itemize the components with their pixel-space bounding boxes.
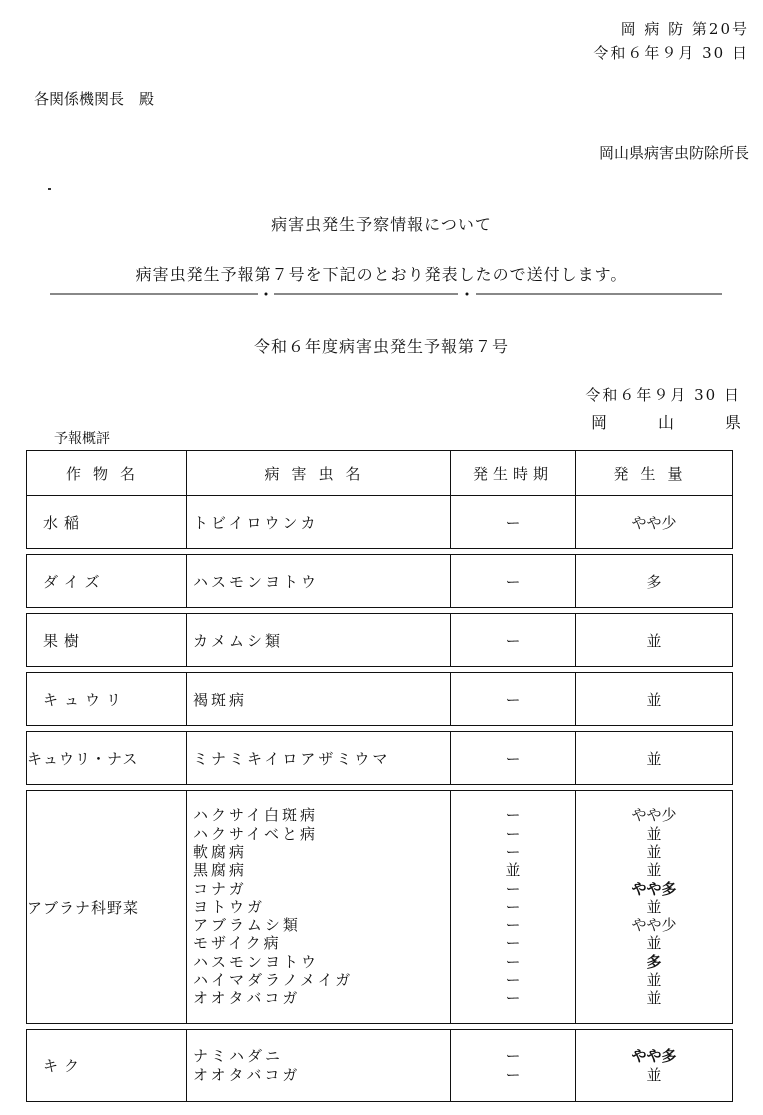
occurrence-amount: 並 bbox=[646, 842, 662, 861]
occurrence-amount: 並 bbox=[646, 861, 662, 880]
occurrence-period: ー bbox=[505, 806, 521, 825]
occurrence-amount: 並 bbox=[646, 934, 662, 953]
document-date: 令和６年９月 30 日 bbox=[593, 44, 749, 62]
occurrence-period: ー bbox=[451, 555, 576, 608]
occurrence-period: ー bbox=[451, 673, 576, 726]
pest-name: ハスモンヨトウ bbox=[187, 555, 451, 608]
table-row bbox=[27, 791, 733, 1024]
occurrence-period: ー bbox=[505, 1047, 521, 1066]
pest-name: カメムシ類 bbox=[187, 614, 451, 667]
pest-name: 軟腐病 bbox=[193, 842, 248, 861]
occurrence-amount: 並 bbox=[646, 989, 662, 1008]
period-list bbox=[451, 791, 576, 1024]
subject-line: 病害虫発生予察情報について bbox=[271, 215, 492, 234]
dashed-divider bbox=[50, 288, 722, 300]
issuer-char: 山 bbox=[657, 413, 674, 432]
crop-name: アブラナ科野菜 bbox=[27, 791, 187, 1024]
table-row bbox=[27, 1030, 733, 1102]
occurrence-amount: やや少 bbox=[631, 806, 677, 825]
pest-name: 褐斑病 bbox=[187, 673, 451, 726]
occurrence-period: ー bbox=[451, 496, 576, 549]
header-pest: 病害虫名 bbox=[187, 451, 451, 496]
occurrence-period: ー bbox=[505, 824, 521, 843]
occurrence-amount: 多 bbox=[646, 952, 662, 971]
header-amount: 発生量 bbox=[576, 451, 733, 496]
amount-list bbox=[576, 791, 733, 1024]
table-row bbox=[27, 614, 733, 667]
report-date: 令和６年９月 30 日 bbox=[585, 386, 741, 404]
pest-name: ハクサイベと病 bbox=[193, 824, 318, 843]
scan-speck bbox=[48, 188, 51, 190]
occurrence-period: ー bbox=[505, 879, 521, 898]
pest-name: ミナミキイロアザミウマ bbox=[187, 732, 451, 785]
occurrence-period: ー bbox=[505, 897, 521, 916]
summary-label: 予報概評 bbox=[54, 431, 110, 447]
occurrence-period: ー bbox=[505, 952, 521, 971]
occurrence-period: ー bbox=[505, 934, 521, 953]
header-crop: 作物名 bbox=[27, 451, 187, 496]
occurrence-period: 並 bbox=[505, 861, 521, 880]
pest-name: ナミハダニ bbox=[193, 1047, 284, 1066]
occurrence-amount: 並 bbox=[576, 614, 733, 667]
report-issuer bbox=[591, 410, 741, 433]
occurrence-amount: 多 bbox=[576, 555, 733, 608]
sender: 岡山県病害虫防除所長 bbox=[598, 144, 749, 162]
occurrence-amount: 並 bbox=[646, 971, 662, 990]
period-list bbox=[451, 1030, 576, 1102]
occurrence-amount: やや少 bbox=[576, 496, 733, 549]
crop-name: 水稲 bbox=[27, 496, 187, 549]
crop-name: 果樹 bbox=[27, 614, 187, 667]
occurrence-period: ー bbox=[505, 971, 521, 990]
occurrence-period: ー bbox=[505, 989, 521, 1008]
header-period: 発生時期 bbox=[451, 451, 576, 496]
intro-text: 病害虫発生予報第７号を下記のとおり発表したので送付します。 bbox=[135, 265, 628, 284]
addressee: 各関係機関長 殿 bbox=[34, 90, 155, 108]
occurrence-amount: 並 bbox=[576, 732, 733, 785]
table-row bbox=[27, 732, 733, 785]
table-row bbox=[27, 673, 733, 726]
occurrence-period: ー bbox=[505, 1065, 521, 1084]
occurrence-amount: 並 bbox=[646, 824, 662, 843]
pest-name: トビイロウンカ bbox=[187, 496, 451, 549]
crop-name: キュウリ bbox=[27, 673, 187, 726]
occurrence-amount: やや多 bbox=[631, 1047, 677, 1066]
pest-name: ハイマダラノメイガ bbox=[193, 971, 354, 990]
crop-name: キク bbox=[27, 1030, 187, 1102]
occurrence-amount: やや多 bbox=[631, 879, 677, 898]
table-row bbox=[27, 555, 733, 608]
issuer-char: 岡 bbox=[591, 413, 608, 432]
pest-name: ハスモンヨトウ bbox=[193, 952, 320, 971]
occurrence-amount: 並 bbox=[576, 673, 733, 726]
pest-name: ヨトウガ bbox=[193, 897, 266, 916]
occurrence-period: ー bbox=[451, 732, 576, 785]
report-title: 令和６年度病害虫発生予報第７号 bbox=[253, 337, 509, 356]
pest-name: モザイク病 bbox=[193, 934, 282, 953]
occurrence-amount: やや少 bbox=[631, 916, 677, 935]
pest-name: オオタバコガ bbox=[193, 1065, 301, 1084]
occurrence-period: ー bbox=[451, 614, 576, 667]
table-header-row bbox=[27, 451, 733, 496]
occurrence-amount: 並 bbox=[646, 1065, 662, 1084]
issuer-char: 県 bbox=[724, 413, 741, 432]
occurrence-amount: 並 bbox=[646, 897, 662, 916]
crop-name: キュウリ・ナス bbox=[27, 732, 187, 785]
pest-name: コナガ bbox=[193, 879, 247, 898]
pest-name: 黒腐病 bbox=[193, 861, 248, 880]
document-number: 岡 病 防 第20号 bbox=[620, 20, 749, 38]
pest-list bbox=[187, 1030, 451, 1102]
pest-name: アブラムシ類 bbox=[193, 916, 301, 935]
occurrence-period: ー bbox=[505, 842, 521, 861]
table-row bbox=[27, 496, 733, 549]
crop-name: ダイズ bbox=[27, 555, 187, 608]
pest-name: ハクサイ白斑病 bbox=[193, 806, 318, 825]
occurrence-period: ー bbox=[505, 916, 521, 935]
amount-list bbox=[576, 1030, 733, 1102]
pest-list bbox=[187, 791, 451, 1024]
pest-name: オオタバコガ bbox=[193, 989, 301, 1008]
forecast-table bbox=[26, 450, 733, 1102]
